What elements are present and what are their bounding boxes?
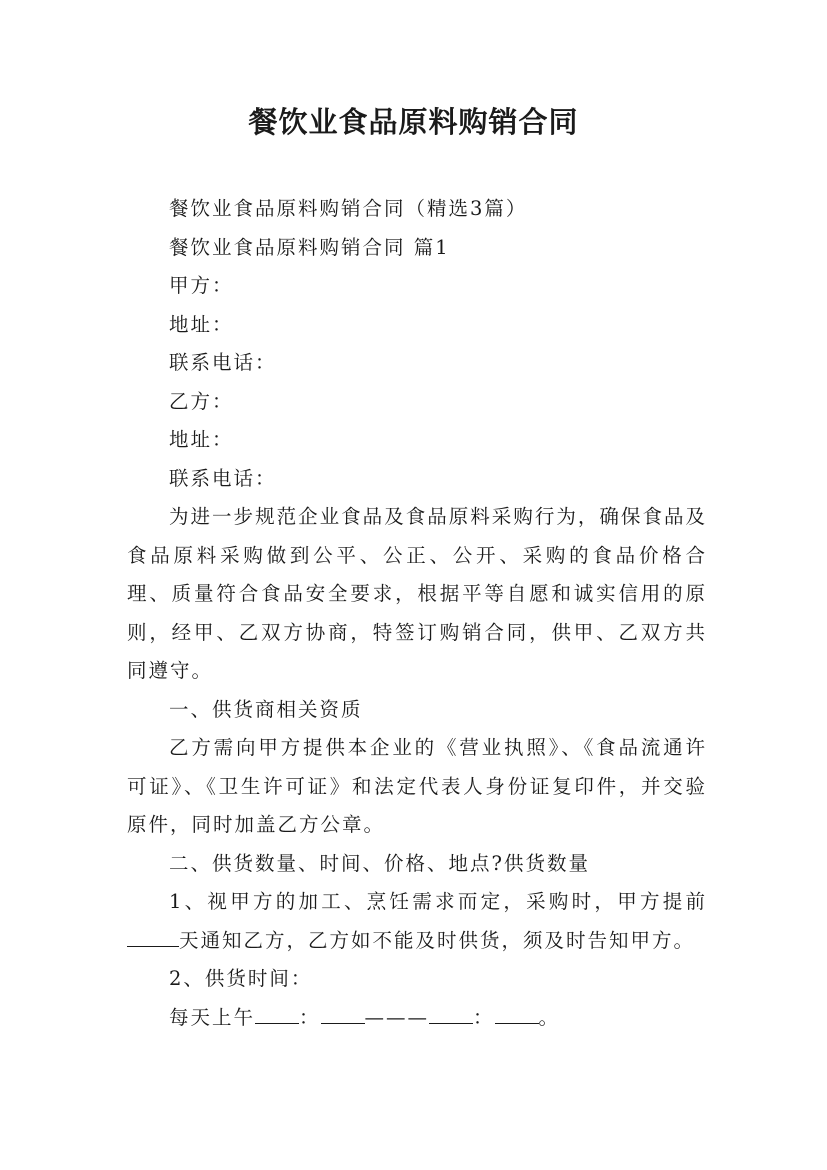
clause2-item2: 2、供货时间： — [169, 967, 313, 990]
clause1-heading: 一、供货商相关资质 — [169, 697, 363, 721]
start-hour-blank — [255, 1001, 299, 1023]
time-end: 。 — [538, 1005, 561, 1029]
clause2-item1-before: 1、视甲方的加工、烹饪需求而定，采购时，甲方提前 — [169, 890, 707, 913]
end-minute-blank — [495, 1001, 539, 1023]
notice-days-blank — [127, 924, 179, 946]
clause2-heading: 二、供货数量、时间、价格、地点?供货数量 — [169, 851, 590, 875]
party-b-address-label: 地址： — [169, 428, 234, 451]
end-hour-blank — [429, 1001, 473, 1023]
document-subtitle: 餐饮业食品原料购销合同（精选3篇） — [169, 197, 528, 220]
time-dash: ——— — [364, 1005, 430, 1029]
party-a-phone-label: 联系电话： — [169, 351, 277, 374]
start-minute-blank — [321, 1001, 365, 1023]
time-colon-1: ： — [299, 1005, 321, 1029]
party-b-label: 乙方： — [169, 389, 234, 413]
party-a-label: 甲方： — [169, 274, 234, 297]
clause2-item1-after: 天通知乙方，乙方如不能及时供货，须及时告知甲方。 — [179, 928, 696, 952]
intro-paragraph: 为进一步规范企业食品及食品原料采购行为，确保食品及食品原料采购做到公平、公正、公开、采购的食品价格合理、质量符合食品安全要求，根据平等自愿和诚实信用的原则，经甲、乙双方协商，特签订购销合同，供甲、乙双方共同遵守。 — [127, 505, 707, 682]
document-body — [127, 190, 707, 1037]
clause2-item1 — [127, 883, 707, 960]
clause2-time-line — [127, 999, 707, 1038]
document-title: 餐饮业食品原料购销合同 — [248, 105, 579, 139]
party-a-address-label: 地址： — [169, 312, 234, 336]
clause1-text: 乙方需向甲方提供本企业的《营业执照》、《食品流通许可证》、《卫生许可证》和法定代表人身份证复印件，并交验原件，同时加盖乙方公章。 — [127, 736, 707, 836]
time-colon-2: ： — [473, 1005, 495, 1029]
time-prefix: 每天上午 — [169, 1005, 256, 1029]
section-heading: 餐饮业食品原料购销合同 篇1 — [169, 235, 450, 259]
party-b-phone-label: 联系电话： — [169, 466, 277, 490]
